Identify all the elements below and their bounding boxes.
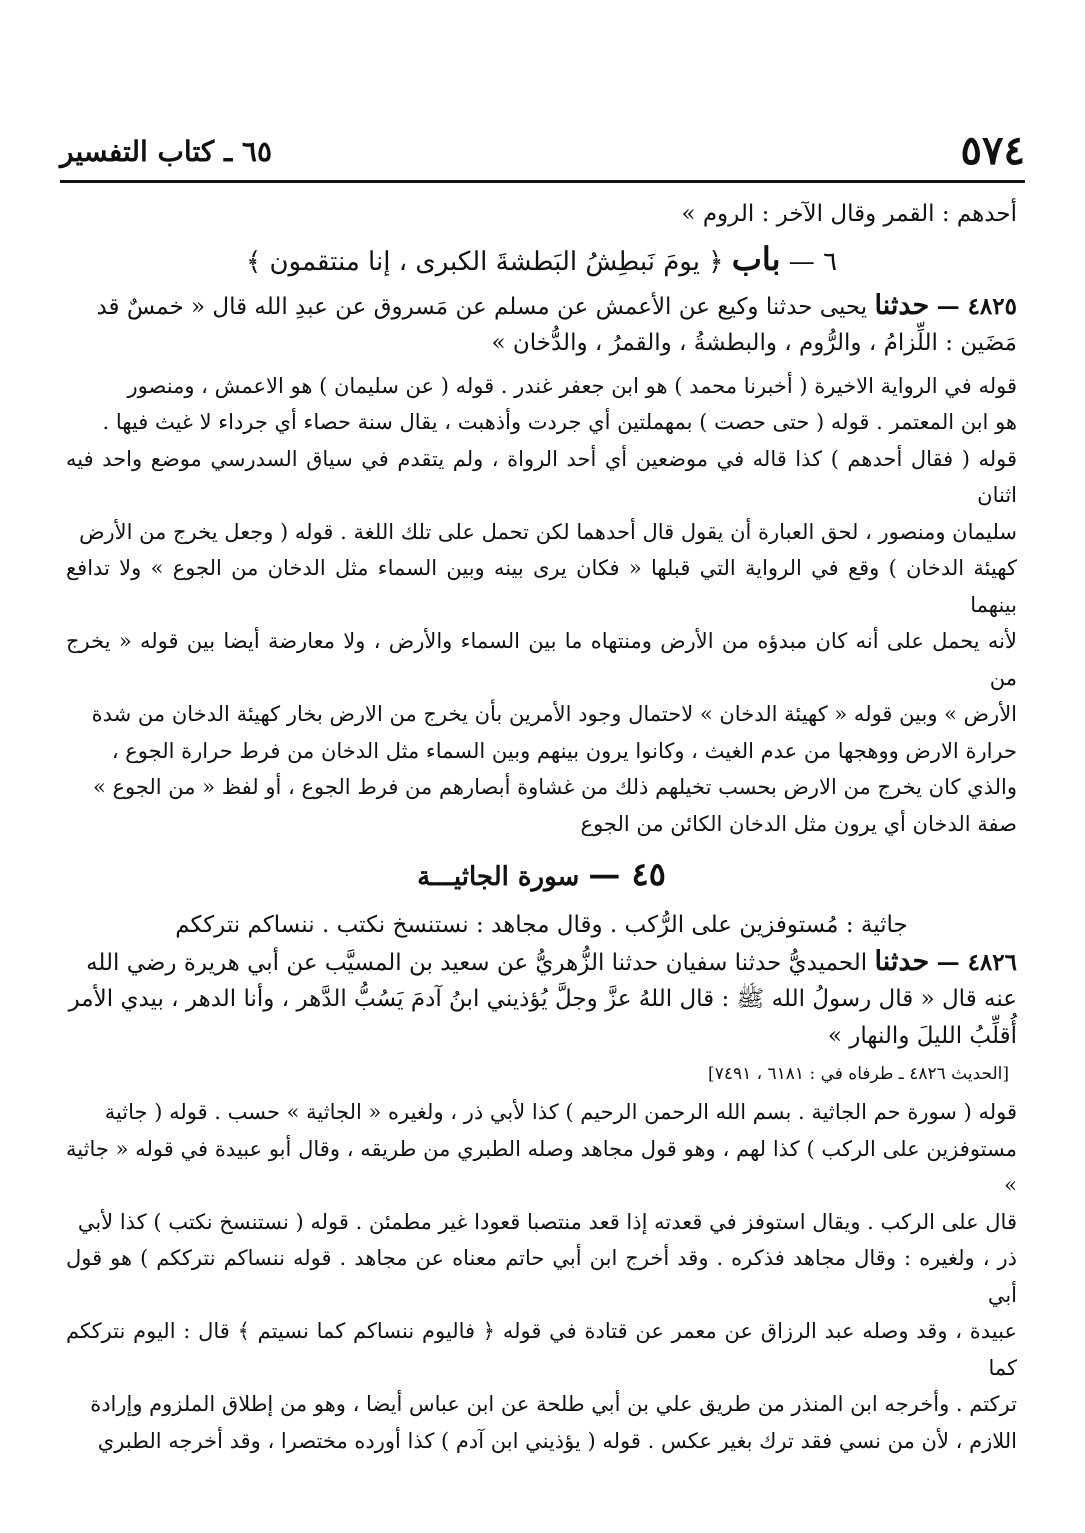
page-header	[60, 126, 1025, 176]
hadith-4825	[66, 288, 1017, 326]
commentary-block-2	[66, 1094, 1017, 1459]
commentary-line: قال على الركب . ويقال استوفز في قعدته إذا قعد منتصبا قعودا غير مطمئن . قوله ( نستنسخ نكتب ) كذا لأبي	[77, 1209, 1017, 1234]
surah-title: سورة الجاثيـــة	[417, 862, 580, 892]
bab-keyword: باب	[731, 239, 781, 278]
commentary-line: صفة الدخان أي يرون مثل الدخان الكائن من الجوع	[580, 811, 1017, 836]
commentary-line: تركتم . وأخرجه ابن المنذر من طريق علي بن أبي طلحة عن ابن عباس أيضا ، وهو من إطلاق الملزوم وإرادة	[90, 1392, 1017, 1416]
page-body	[66, 196, 1017, 1459]
commentary-line: قوله ( سورة حم الجاثية . بسم الله الرحمن الرحيم ) كذا لأبي ذر ، ولغيره « الجاثية » حسب . قوله ( جاثية	[104, 1100, 1017, 1124]
hadith-text-line: عنه قال « قال رسولُ الله ﷺ : قال اللهُ عزَّ وجلَّ يُؤذيني ابنُ آدمَ يَسُبُّ الدَّهر ، وأنا الدهر ، بيدي الأمر	[68, 986, 1017, 1012]
hadith-cross-reference: [الحديث ٤٨٢٦ ـ طرفاه في : ٦١٨١ ، ٧٤٩١]	[708, 1064, 1009, 1084]
surah-intro-line: جاثية : مُستوفزين على الرُّكب . وقال مجاهد : نستنسخ نكتب . ننساكم نترككم	[175, 912, 908, 938]
commentary-line: حرارة الارض ووهجها من عدم الغيث ، وكانوا يرون بينهم وبين السماء مثل الدخان من فرط حرارة الجوع ،	[111, 738, 1017, 763]
commentary-line: قوله ( فقال أحدهم ) كذا قاله في موضعين أي أحد الرواة ، ولم يتقدم في سياق السدرسي موضع واحد فيه اثنان	[66, 446, 1017, 507]
hadith-text: الحميديُّ حدثنا سفيان حدثنا الزُّهريُّ عن سعيد بن المسيَّب عن أبي هريرة رضي الله	[86, 949, 868, 976]
hadith-keyword: حدثنا	[874, 945, 930, 977]
hadith-keyword: حدثنا	[874, 289, 930, 321]
hadith-text-line: أُقلِّبُ الليلَ والنهار »	[827, 1022, 1017, 1049]
commentary-line: مستوفزين على الركب ) كذا لهم ، وهو قول مجاهد وصله الطبري من طريقه ، وقال أبو عبيدة في قوله « جاثية »	[66, 1136, 1017, 1197]
hadith-number: ٤٨٢٥ —	[936, 292, 1017, 320]
commentary-line: ذر ، ولغيره : وقال مجاهد فذكره . وقد أخرج ابن أبي حاتم معناه عن مجاهد . قوله ننساكم نترككم ) هو قول أبي	[66, 1246, 1017, 1307]
commentary-line: لأنه يحمل على أنه كان مبدؤه من الأرض ومنتهاه ما بين السماء والأرض ، ولا معارضة أيضا بين قوله « يخرج من	[66, 629, 1017, 690]
surah-heading	[66, 844, 1017, 907]
commentary-line: هو ابن المعتمر . قوله ( حتى حصت ) بمهملتين أي جردت وأذهبت ، يقال سنة حصاء أي جرداء لا غيث فيها .	[102, 410, 1017, 434]
text-line: أحدهم : القمر وقال الآخر : الروم »	[681, 201, 1017, 227]
commentary-line: سليمان ومنصور ، لحق العبارة أن يقول قال أحدهما لكن تحمل على تلك اللغة . قوله ( وجعل يخرج من الأرض	[79, 519, 1017, 544]
commentary-line: كهيئة الدخان ) وقع في الرواية التي قبلها « فكان يرى بينه وبين السماء مثل الدخان من الجوع » ولا تدافع بينهما	[66, 556, 1017, 617]
bab-verse: ﴿ يومَ نَبطِشُ البَطشةَ الكبرى ، إنا منتقمون ﴾	[245, 246, 724, 277]
bab-heading	[66, 233, 1017, 288]
hadith-text: يحيى حدثنا وكيع عن الأعمش عن مسلم عن مَسروق عن عبدِ الله قال « خمسٌ قد	[96, 293, 868, 320]
commentary-line: قوله في الرواية الاخيرة ( أخبرنا محمد ) هو ابن جعفر غندر . قوله ( عن سليمان ) هو الاعمش ، ومنصور	[127, 373, 1017, 398]
commentary-line: والذي كان يخرج من الارض بحسب تخيلهم ذلك من غشاوة أبصارهم من فرط الجوع ، أو لفظ « من الجوع »	[92, 775, 1017, 799]
running-title: ٦٥ ـ كتاب التفسير	[60, 135, 272, 168]
commentary-block-1	[66, 368, 1017, 843]
page-number: ٥٧٤	[960, 127, 1025, 174]
commentary-line: عبيدة ، وقد وصله عبد الرزاق عن معمر عن قتادة في قوله ﴿ فاليوم ننساكم كما نسيتم ﴾ قال : اليوم نترككم كما	[66, 1319, 1017, 1380]
hadith-text-line: مَضَين : اللِّزامُ ، والرُّوم ، والبطشةُ ، والقمرُ ، والدُّخان »	[491, 330, 1017, 356]
bab-number: ٦ —	[788, 246, 838, 277]
commentary-line: الأرض » وبين قوله « كهيئة الدخان » لاحتمال وجود الأمرين بأن يخرج من الارض بخار كهيئة الدخان من شدة	[91, 702, 1017, 726]
hadith-4826	[66, 944, 1017, 982]
hadith-number: ٤٨٢٦ —	[936, 948, 1017, 976]
header-rule	[60, 180, 1025, 183]
surah-number: ٤٥ —	[588, 855, 666, 893]
commentary-line: اللازم ، لأن من نسي فقد ترك بغير عكس . قوله ( يؤذيني ابن آدم ) كذا أورده مختصرا ، وقد أخرجه الطبري	[97, 1428, 1017, 1453]
